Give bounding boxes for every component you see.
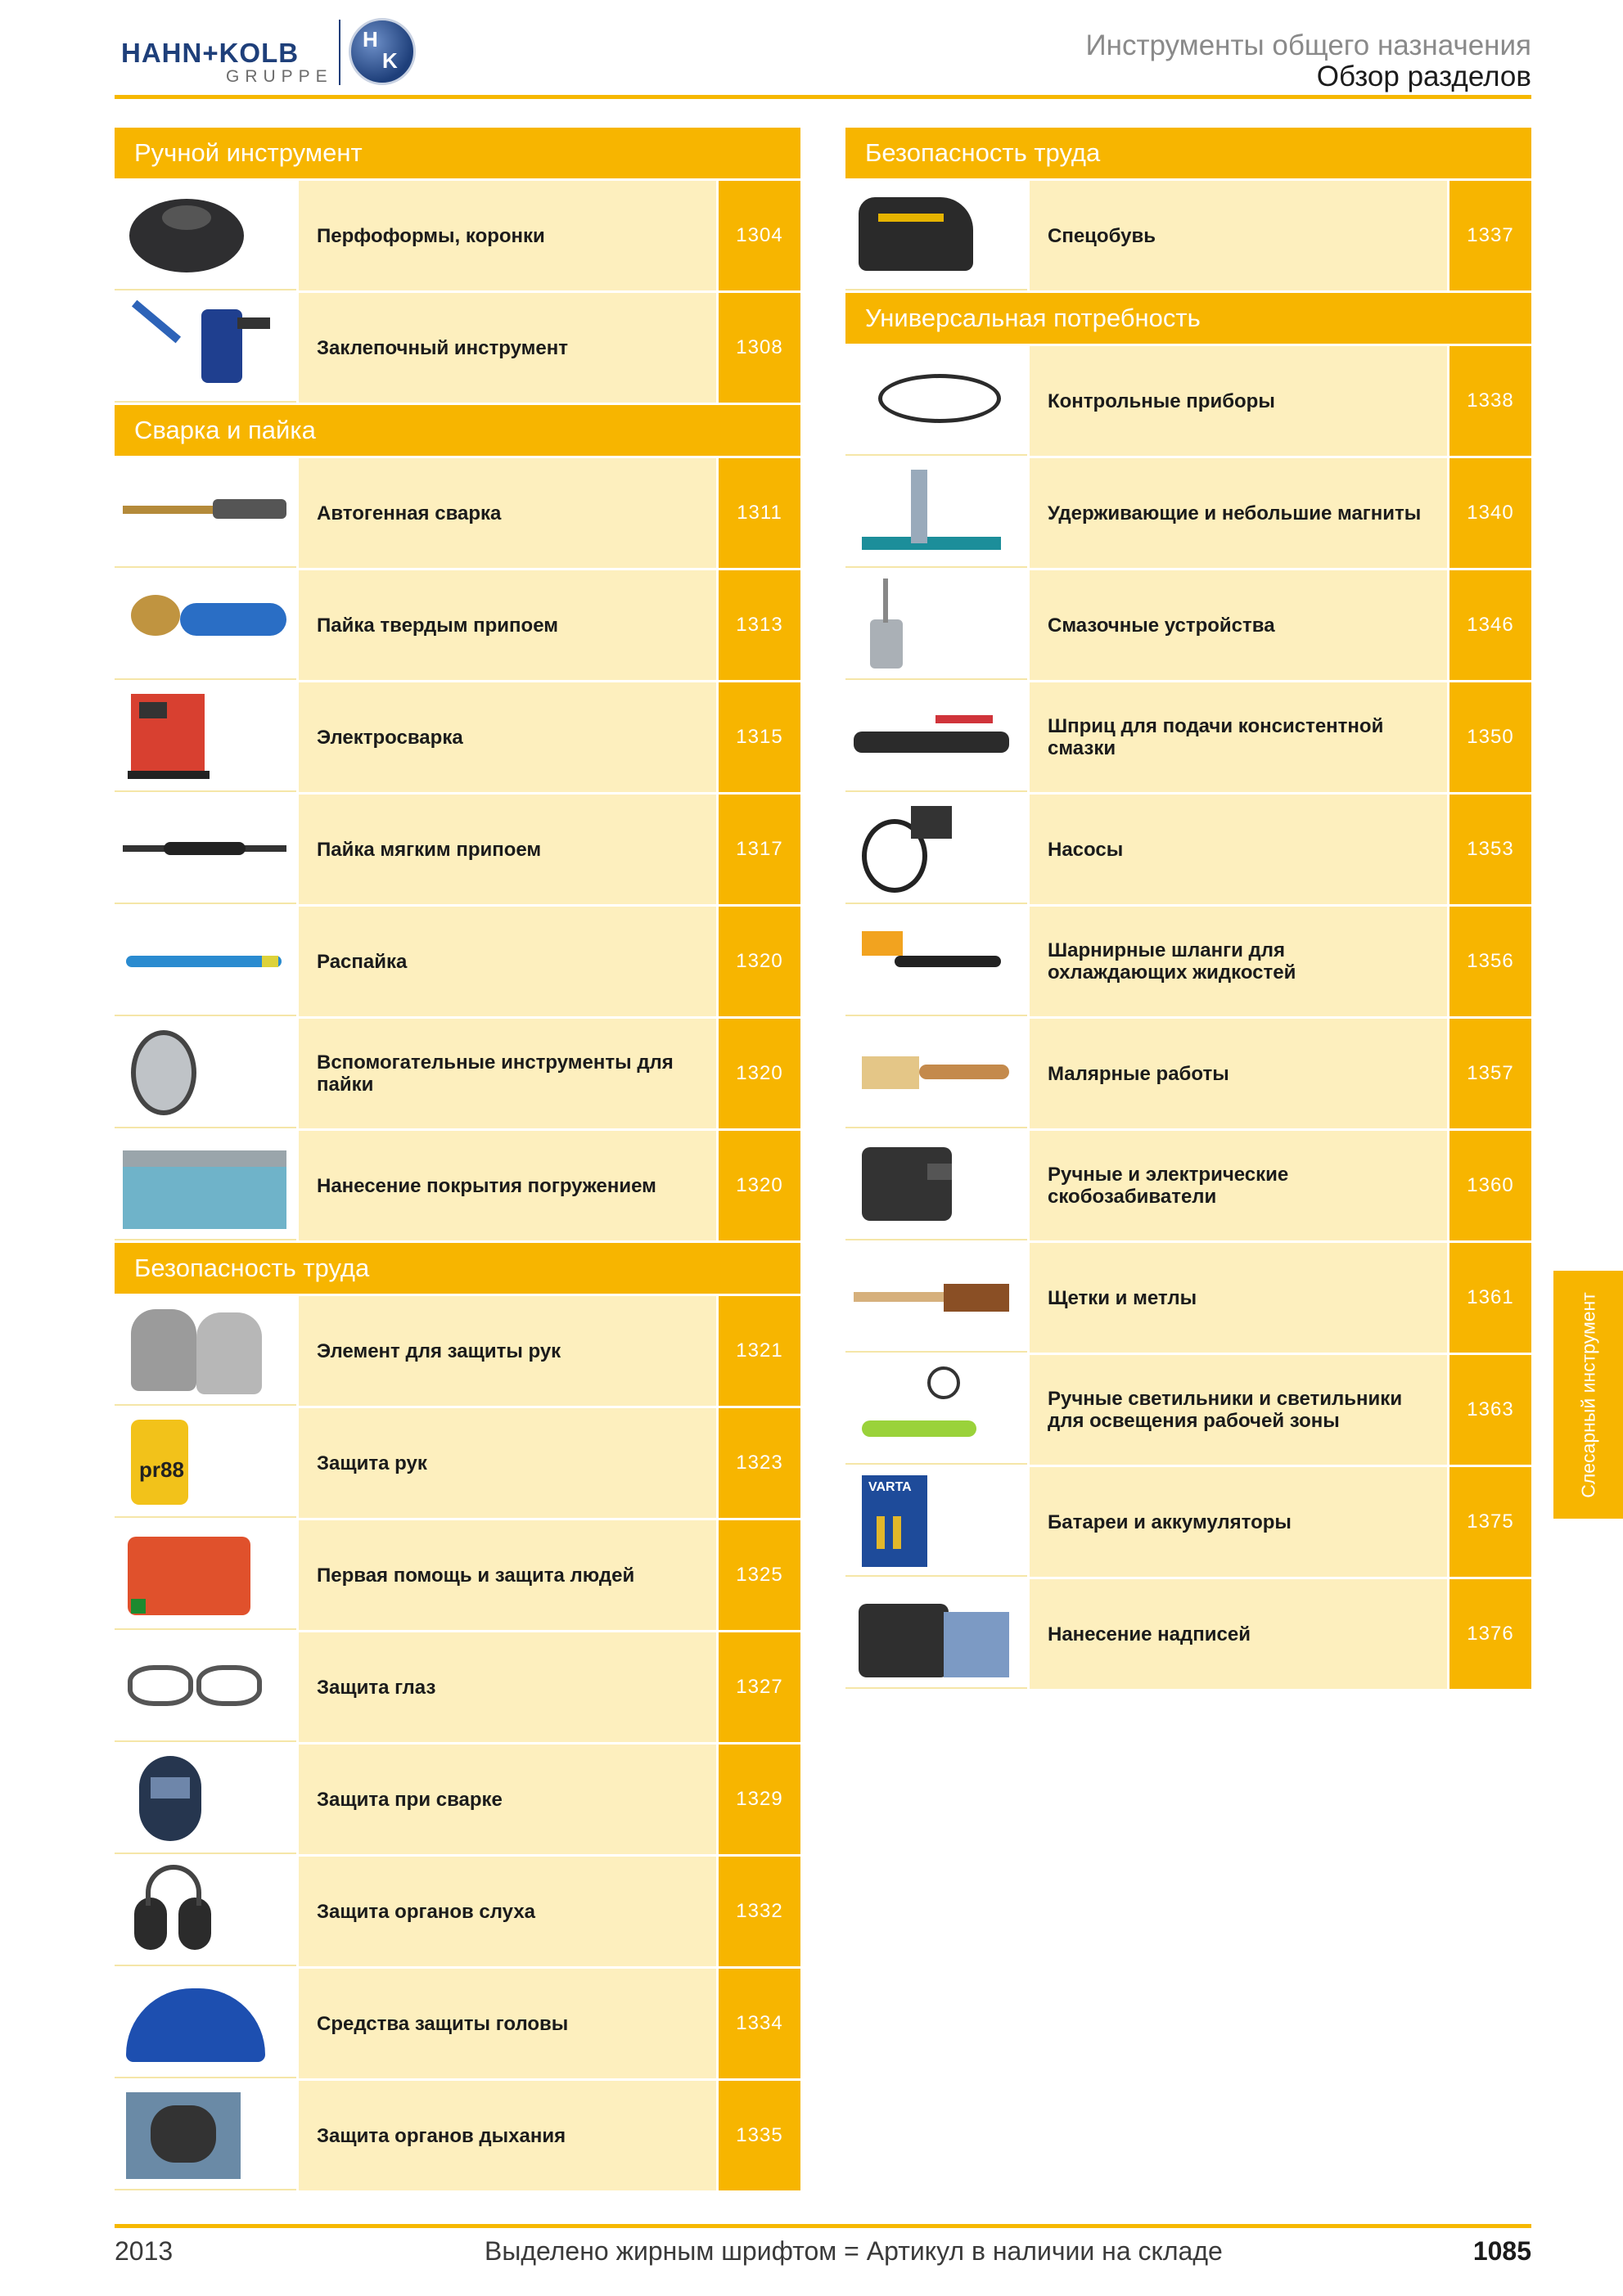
row-label: Шприц для подачи консистентной смазки [1030, 682, 1447, 792]
row-label: Нанесение покрытия погружением [299, 1131, 716, 1240]
page-reference[interactable]: 1304 [719, 181, 800, 290]
page-reference[interactable]: 1327 [719, 1632, 800, 1742]
page-reference[interactable]: 1375 [1449, 1467, 1531, 1577]
work-gloves-icon [115, 1296, 296, 1406]
catalog-row[interactable] [845, 1579, 1531, 1689]
page-reference[interactable]: 1332 [719, 1857, 800, 1966]
row-label: Защита при сварке [299, 1745, 716, 1854]
desoldering-pump-icon [115, 907, 296, 1016]
solder-wire-spool-icon [115, 1019, 296, 1128]
left-column [115, 128, 800, 2193]
row-label: Защита глаз [299, 1632, 716, 1742]
row-label: Вспомогательные инструменты для пайки [299, 1019, 716, 1128]
page-reference[interactable]: 1338 [1449, 346, 1531, 456]
row-label: Автогенная сварка [299, 458, 716, 568]
monogram-icon [349, 18, 416, 85]
catalog-row[interactable] [845, 1131, 1531, 1240]
header-rule [115, 95, 1531, 99]
catalog-row[interactable] [115, 682, 800, 792]
catalog-row[interactable] [845, 458, 1531, 568]
logo-divider [339, 20, 340, 85]
brand-name: HAHN+KOLB [121, 38, 300, 68]
catalog-row[interactable] [845, 570, 1531, 680]
catalog-row[interactable] [845, 346, 1531, 456]
row-label: Элемент для защиты рук [299, 1296, 716, 1406]
earmuffs-icon [115, 1857, 296, 1966]
section-header: Безопасность труда [115, 1243, 800, 1294]
row-label: Нанесение надписей [1030, 1579, 1447, 1689]
page-reference[interactable]: 1340 [1449, 458, 1531, 568]
page-reference[interactable]: 1315 [719, 682, 800, 792]
respirator-mask-icon [115, 2081, 296, 2190]
brush-icon [845, 1243, 1027, 1353]
section-header: Безопасность труда [845, 128, 1531, 178]
riveter-icon [115, 293, 296, 403]
welding-helmet-icon [115, 1745, 296, 1854]
row-label: Защита органов дыхания [299, 2081, 716, 2190]
hand-cream-icon [115, 1408, 296, 1518]
label-printer-icon [845, 1579, 1027, 1689]
page-reference[interactable]: 1329 [719, 1745, 800, 1854]
catalog-row[interactable] [115, 1131, 800, 1240]
page-reference[interactable]: 1334 [719, 1969, 800, 2078]
page-reference[interactable]: 1360 [1449, 1131, 1531, 1240]
section-header: Ручной инструмент [115, 128, 800, 178]
safety-glasses-icon [115, 1632, 296, 1742]
header-subtitle: Обзор разделов [1316, 61, 1531, 92]
soldering-iron-icon [115, 795, 296, 904]
catalog-row[interactable] [115, 570, 800, 680]
product-brand-text: VARTA [868, 1480, 912, 1494]
page-reference[interactable]: 1308 [719, 293, 800, 403]
page-number: 1085 [1472, 2236, 1531, 2266]
page-reference[interactable]: 1335 [719, 2081, 800, 2190]
row-label: Насосы [1030, 795, 1447, 904]
brand-logo [121, 18, 416, 92]
row-label: Защита рук [299, 1408, 716, 1518]
row-label: Заклепочный инструмент [299, 293, 716, 403]
header-category: Инструменты общего назначения [1085, 29, 1531, 61]
catalog-row[interactable] [115, 1857, 800, 1966]
brazing-torch-icon [115, 570, 296, 680]
row-label: Удерживающие и небольшие магниты [1030, 458, 1447, 568]
row-label: Первая помощь и защита людей [299, 1520, 716, 1630]
page-reference[interactable]: 1346 [1449, 570, 1531, 680]
catalog-row[interactable] [115, 795, 800, 904]
row-label: Пайка твердым припоем [299, 570, 716, 680]
catalog-row[interactable] [115, 1745, 800, 1854]
page-reference[interactable]: 1376 [1449, 1579, 1531, 1689]
catalog-row[interactable] [115, 907, 800, 1016]
paint-brush-icon [845, 1019, 1027, 1128]
gas-torch-icon [115, 458, 296, 568]
page-reference[interactable]: 1337 [1449, 181, 1531, 290]
row-label: Пайка мягким припоем [299, 795, 716, 904]
page-reference[interactable]: 1350 [1449, 682, 1531, 792]
page-reference[interactable]: 1325 [719, 1520, 800, 1630]
catalog-row[interactable] [115, 1019, 800, 1128]
batteries-icon [845, 1467, 1027, 1577]
catalog-row[interactable] [845, 181, 1531, 290]
page-reference[interactable]: 1320 [719, 1019, 800, 1128]
first-aid-kit-icon [115, 1520, 296, 1630]
stethoscope-icon [845, 346, 1027, 456]
section-header: Универсальная потребность [845, 293, 1531, 344]
row-label: Батареи и аккумуляторы [1030, 1467, 1447, 1577]
row-label: Шарнирные шланги для охлаждающих жидкостей [1030, 907, 1447, 1016]
chapter-tab[interactable] [1553, 1271, 1623, 1519]
row-label: Защита органов слуха [299, 1857, 716, 1966]
catalog-row[interactable] [845, 1243, 1531, 1353]
row-label: Распайка [299, 907, 716, 1016]
row-label: Смазочные устройства [1030, 570, 1447, 680]
monogram-bottom: K [382, 48, 398, 73]
oil-can-icon [845, 570, 1027, 680]
welding-machine-icon [115, 682, 296, 792]
footer-note: Выделено жирным шрифтом = Артикул в наличии на складе [485, 2236, 1223, 2266]
catalog-row[interactable] [845, 1019, 1531, 1128]
page-reference[interactable]: 1320 [719, 1131, 800, 1240]
monogram-top: H [363, 27, 378, 52]
catalog-row[interactable] [115, 1632, 800, 1742]
product-brand-text: pr88 [139, 1457, 184, 1482]
hard-hat-icon [115, 1969, 296, 2078]
page-reference[interactable]: 1321 [719, 1296, 800, 1406]
row-label: Малярные работы [1030, 1019, 1447, 1128]
catalog-row[interactable] [115, 1408, 800, 1518]
catalog-row[interactable] [845, 907, 1531, 1016]
coolant-hose-icon [845, 907, 1027, 1016]
staple-gun-icon [845, 1131, 1027, 1240]
page-reference[interactable]: 1361 [1449, 1243, 1531, 1353]
row-label: Щетки и метлы [1030, 1243, 1447, 1353]
row-label: Перфоформы, коронки [299, 181, 716, 290]
chapter-tab-label: Слесарный инструмент [1577, 1291, 1598, 1498]
section-header: Сварка и пайка [115, 405, 800, 456]
row-label: Спецобувь [1030, 181, 1447, 290]
footer-year: 2013 [115, 2236, 174, 2266]
catalog-row[interactable] [115, 1520, 800, 1630]
catalog-row[interactable] [115, 458, 800, 568]
catalog-row[interactable] [115, 1969, 800, 2078]
catalog-row[interactable] [845, 795, 1531, 904]
dip-tank-icon [115, 1131, 296, 1240]
catalog-row[interactable] [845, 1355, 1531, 1465]
catalog-row[interactable] [115, 181, 800, 290]
work-lamp-icon [845, 1355, 1027, 1465]
safety-shoe-icon [845, 181, 1027, 290]
page-reference[interactable]: 1363 [1449, 1355, 1531, 1465]
page-reference[interactable]: 1317 [719, 795, 800, 904]
catalog-row[interactable] [845, 682, 1531, 792]
pump-nozzle-icon [845, 795, 1027, 904]
brand-sub: GRUPPE [226, 67, 333, 86]
magnet-holder-icon [845, 458, 1027, 568]
page-reference[interactable]: 1320 [719, 907, 800, 1016]
row-label: Ручные светильники и светильники для освещения рабочей зоны [1030, 1355, 1447, 1465]
page-reference[interactable]: 1357 [1449, 1019, 1531, 1128]
row-label: Ручные и электрические скобозабиватели [1030, 1131, 1447, 1240]
page-reference[interactable]: 1311 [719, 458, 800, 568]
row-label: Средства защиты головы [299, 1969, 716, 2078]
page-reference[interactable]: 1313 [719, 570, 800, 680]
page-reference[interactable]: 1356 [1449, 907, 1531, 1016]
page-reference[interactable]: 1323 [719, 1408, 800, 1518]
page-reference[interactable]: 1353 [1449, 795, 1531, 904]
catalog-row[interactable] [115, 1296, 800, 1406]
hole-saw-icon [115, 181, 296, 290]
row-label: Контрольные приборы [1030, 346, 1447, 456]
row-label: Электросварка [299, 682, 716, 792]
grease-gun-icon [845, 682, 1027, 792]
footer-rule [115, 2224, 1531, 2228]
catalog-row[interactable] [115, 293, 800, 403]
catalog-row[interactable] [115, 2081, 800, 2190]
catalog-row[interactable] [845, 1467, 1531, 1577]
right-column [845, 128, 1531, 1691]
